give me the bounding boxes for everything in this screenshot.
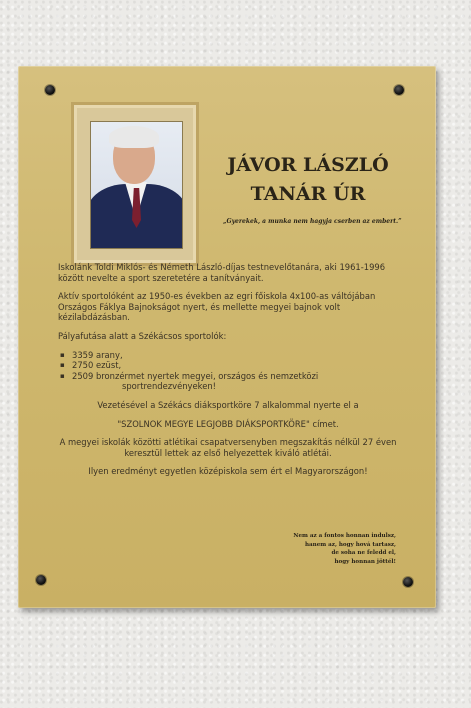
plaque-body [58,262,398,485]
paragraph-record: Ilyen eredményt egyetlen középiskola sem ért el Magyarországon! [88,466,368,477]
paragraph-career: Pályafutása alatt a Székácsos sportolók: [58,330,227,341]
medal-bronze [70,371,398,392]
motto-line: de soha ne feledd el, [331,550,396,557]
screw-top-right [394,85,404,95]
quote-text: „Gyerekek, a munka nem hagyja cserben az embert.” [223,218,402,225]
medal-gold: ▪ 3359 arany, [70,350,398,361]
memorial-plaque [18,66,436,608]
paragraph-intro: Iskolánk Toldi Miklós- és Németh László-díjas testnevelőtanára, aki 1961-1996 között nevelte a sport szeretetére a tanítványait. [58,262,386,283]
paragraph-athlete: Aktív sportolóként az 1950-es években az egri főiskola 4x100-as váltójában Országos Fáklya Bajnokságot nyert, és mellette megyei bajnok volt kézilabdázásban. [58,291,376,323]
medal-silver: ▪ 2750 ezüst, [70,360,398,371]
portrait-frame [71,102,199,266]
portrait-photo [90,121,183,249]
medal-bronze-text: 2509 bronzérmet nyertek megyei, országos és nemzetközi [72,370,319,381]
paragraph-club: Vezetésével a Székács diáksportköre 7 alkalommal nyerte el a [97,399,359,410]
motto [266,532,396,566]
paragraph-athletics: A megyei iskolák közötti atlétikai csapatversenyben megszakítás nélkül 27 éven keresztül lettek az első helyezettek kiváló atlétái. [59,437,397,458]
motto-line: Nem az a fontos honnan indulsz, [293,533,396,539]
screw-bottom-right [403,577,413,587]
screw-top-left [45,85,55,95]
name-line-1: JÁVOR LÁSZLÓ [227,154,389,176]
medal-bronze-continuation: sportrendezvényeken! [122,381,217,392]
screw-bottom-left [36,575,46,585]
motto-line: hanem az, hogy hová tartasz, [304,541,396,548]
paragraph-title-award: "SZOLNOK MEGYE LEGJOBB DIÁKSPORTKÖRE" címet. [117,418,339,429]
name-line-2: TANÁR ÚR [250,183,366,205]
motto-line: hogy honnan jöttél! [334,558,396,565]
medal-list [58,350,398,392]
